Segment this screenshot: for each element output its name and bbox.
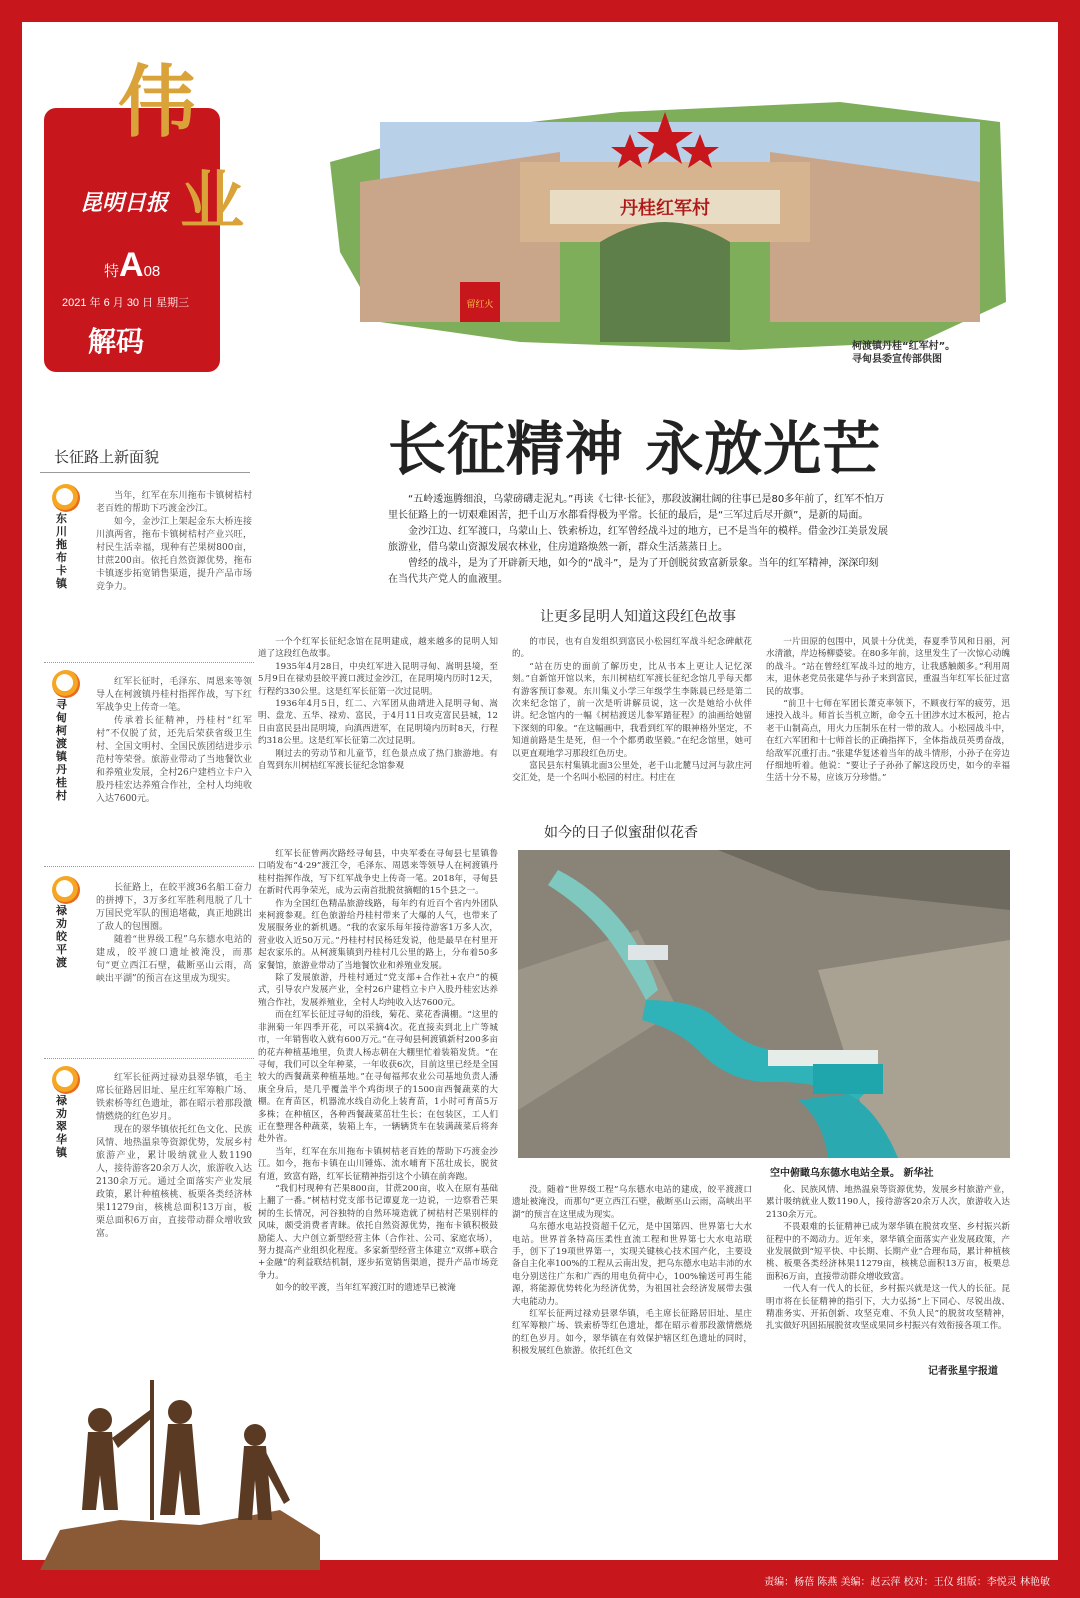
- sidebar-item-dongchuan: [44, 484, 254, 664]
- article-column: 一个个红军长征纪念馆在昆明建成，越来越多的昆明人知道了这段红色故事。 1935年4月28日，中央红军进入昆明寻甸、嵩明县境，至5月9日在禄劝县皎平渡口渡过金沙江，在昆明境内历时12天，行程约330公里。这是红军长征第一次过昆明。 1936年4月5日，红二、六军团从曲靖进入昆明寻甸、嵩明、盘龙、五华、禄劝、富民，于4月11日攻克富民县城，12日由富民县出昆明境，向滇西进军，在昆明境内历时8天，行程约318公里。这是红军长征第二次过昆明。 刚过去的劳动节和儿童节，红色景点成了热门旅游地。有自驾到东川树桔红军渡长征纪念馆参观: [258, 637, 498, 772]
- location-pin-icon: [52, 876, 80, 904]
- sidebar-item-text: 红军长征时，毛泽东、周恩来等领导人在柯渡镇丹桂村指挥作战，写下红军战争史上传奇一笔。 传承着长征精神，丹桂村“红军村”不仅脱了贫，还先后荣获省级卫生村、全国文明村、全国民族团结进步示范村等荣誉。旅游业带动了当地餐饮业和养殖业发展，全村26户建档立卡户入股丹桂宏达养殖合作社，全村人均纯收入达7600元。: [96, 677, 252, 804]
- location-pin-icon: [52, 484, 80, 512]
- article-column: 没。随着“世界级工程”乌东德水电站的建成，皎平渡渡口遗址被淹没，而那句“更立西江石壁，截断巫山云雨，高峡出平湖”的预言在这里成为现实。 乌东德水电站投资超千亿元，是中国第四、世界第七大水电站。世界首条特高压柔性直流工程和世界第七大水电站联手，创下了19项世界第一，实现关键核心技术国产化，主要设备自主化率100%的工程从云南出发，把乌东德水电站丰沛的水电分别送往广东和广西的用电负荷中心，100%输送可再生能源，将能源优势转化为经济优势，为祖国社会经济发展带去强大电能动力。 红军长征两过禄劝县翠华镇，毛主席长征路居旧址、星庄红军筹粮广场、铁索桥等红色遗址，都在昭示着那段激情燃烧的红色岁月。如今，翠华镇在有效保护辖区红色遗址的同时，积极发展红色旅游。依托红色文: [512, 1185, 752, 1357]
- location-pin-icon: [52, 1066, 80, 1094]
- divider: [44, 866, 254, 867]
- sidebar-item-cuihua: [44, 1066, 254, 1316]
- sidebar-item-label: 禄劝皎平渡: [56, 904, 67, 969]
- red-army-village-gate-photo: [320, 92, 1010, 354]
- article-column: 化、民族风情、地热温泉等资源优势，发展乡村旅游产业，累计吸纳就业人数1190人，接待游客20余万人次，旅游收入达2130余万元。 不畏艰难的长征精神已成为翠华镇在脱贫攻坚、乡村振兴新征程中的不竭动力。近年来，翠华镇全面落实产业发展政策，产业发展做到“短平快、中长期、长期产业”合理布局，累计种植核桃、板栗各类经济林果11279亩，核桃总面积13万亩，板栗总面积6万亩，直接带动群众增收致富。 一代人有一代人的长征，乡村振兴就是这一代人的长征。昆明市将在长征精神的指引下，大力弘扬“上下同心、尽锐出战、精准务实、开拓创新、攻坚克难、不负人民”的脱贫攻坚精神，扎实做好巩固拓展脱贫攻坚成果同乡村振兴有效衔接各项工作。: [766, 1185, 1010, 1332]
- frame-left: [0, 0, 22, 1598]
- article-column: 一片田原的包围中，风景十分优美，春夏季节风和日丽，河水清澈，岸边杨柳婆娑。在80多年前，这里发生了一次惊心动魄的战斗。“站在曾经红军战斗过的地方，让我感触颇多。”利用周末，退休老党员张建华与孙子来到富民，重温当年红军长征过富民的故事。 “前卫十七师在军团长萧克率领下，不顾夜行军的疲劳，迅速投入战斗。师首长当机立断，命令五十团涉水过木板河，抢占老干山制高点，用火力压制乐在村一带的敌人。小松园战斗中，在红六军团和十七师首长的正确指挥下，全体指战员英勇奋战，给敌军沉重打击。”张建华复述着当年的战斗情形，小孙子在旁边仔细地听着。他说：“要让子子孙孙了解这段历史，如今的幸福生活十分不易，应该万分珍惜。”: [766, 637, 1010, 784]
- sidebar-item-label: 寻甸柯渡镇丹桂村: [56, 698, 67, 802]
- masthead-calligraphy-2: 业: [180, 164, 244, 239]
- sidebar-item-jiaopingdu: [44, 876, 254, 1056]
- paper-name: 昆明日报: [80, 190, 169, 216]
- sidebar-item-label: 禄劝翠华镇: [56, 1094, 67, 1159]
- sidebar-item-text: 红军长征两过禄劝县翠华镇，毛主席长征路居旧址、星庄红军筹粮广场、铁索桥等红色遗址，都在昭示着那段激情燃烧的红色岁月。 现在的翠华镇依托红色文化、民族风情、地热温泉等资源优势，发展乡村旅游产业，累计吸纳就业人数1190人，接待游客20余万人次，旅游收入达2130余万元。通过全面落实产业发展政策，累计种植核桃、板栗各类经济林果11279亩，核桃总面积13万亩，板栗总面积6万亩，直接带动群众增收致富。: [96, 1073, 252, 1239]
- footer-credits: 责编：杨蓓 陈燕 美编：赵云萍 校对：王仪 组版：李悦灵 林艳敏: [764, 1577, 1050, 1588]
- issue-number: 特A08: [104, 246, 161, 284]
- frame-top: [0, 0, 1080, 22]
- dam-photo-caption: 空中俯瞰乌东德水电站全景。 新华社: [770, 1168, 934, 1179]
- top-photo-caption: 柯渡镇丹桂“红军村”。 寻甸县委宣传部供图: [852, 341, 956, 365]
- section-name: 解码: [88, 325, 145, 358]
- wudongde-dam-aerial-photo: [518, 850, 1010, 1158]
- sidebar-title: 长征路上新面貌: [54, 448, 160, 466]
- divider: [44, 662, 254, 663]
- sidebar-item-text: 长征路上，在皎平渡36名船工奋力的拼搏下，3万多红军胜利甩脱了几十万国民党军队的围追堵截，真正地跳出了敌人的包围圈。 随着“世界级工程”乌东德水电站的建成，皎平渡口遗址被淹没，而那句“更立西江石壁，截断巫山云雨，高峡出平湖”的预言在这里成为现实。: [96, 883, 252, 984]
- location-pin-icon: [52, 670, 80, 698]
- sidebar-item-kedu: [44, 670, 254, 870]
- frame-right: [1058, 0, 1080, 1598]
- article-column: 的市民，也有自发组织到富民小松园红军战斗纪念碑献花的。 “站在历史的面前了解历史，比从书本上更让人记忆深刻。”自新馆开馆以来，东川树桔红军渡长征纪念馆几乎每天都有游客预订参观。东川集义小学三年级学生李陈晨已经是第二次来纪念馆了，前一次是听讲解员说，这一次是她给小伙伴讲。纪念馆内的一幅《树桔渡送儿参军踏征程》的油画给她留下深刻的印象。“在这幅画中，我看到红军的眼神格外坚定，不知道前路是生是死，但一个个都勇敢坚毅。”在纪念馆里，她可以更直观地学习那段红色历史。 富民县东村集镇北面3公里处，老千山北麓马过河与款庄河交汇处，是一个名叫小松园的村庄。村庄在: [512, 637, 752, 784]
- byline: 记者张星宇报道: [928, 1366, 998, 1377]
- gate-sign-text: 丹桂红军村: [620, 198, 710, 219]
- red-army-bronze-statue: [40, 1360, 320, 1570]
- divider: [40, 472, 250, 473]
- subhead-section-2: 如今的日子似蜜甜似花香: [544, 825, 698, 841]
- sidebar-item-label: 东川拖布卡镇: [56, 512, 67, 590]
- issue-date: 2021 年 6 月 30 日 星期三: [62, 297, 190, 309]
- page-headline: 长征精神 永放光芒: [388, 415, 882, 483]
- side-sign-text: 留红火: [466, 300, 494, 310]
- article-column: 红军长征曾两次路经寻甸县，中央军委在寻甸县七星镇鲁口哨发布“4·29”渡江令，毛泽东、周恩来等领导人在柯渡镇丹桂村指挥作战，写下红军战争史上传奇一笔。2018年，寻甸县在新时代再争荣光，成为云南首批脱贫摘帽的15个县之一。 作为全国红色精品旅游线路，每年约有近百个省内外团队来柯渡参观。红色旅游给丹桂村带来了大爆的人气，也带来了发展服务业的新机遇。“我的农家乐每年接待游客1万多人次，营业收入近50万元。”丹桂村村民杨廷发说，他是最早在村里开起农家乐的。从柯渡集镇到丹桂村几公里的路上，分布着50多家餐馆，旅游业带动了当地餐饮业和养殖业发展。 除了发展旅游，丹桂村通过“党支部+合作社+农户”的模式，引导农户发展产业，全村26户建档立卡户入股丹桂宏达养殖合作社，发展养殖业，全村人均纯收入达7600元。 而在红军长征过寻甸的沿线，菊花、菜花香满棚。“这里的非洲菊一年四季开花，可以采摘4次。花直接卖到北上广等城市，一年销售收入就有600万元。”在寻甸县柯渡镇新村200多亩的花卉种植基地里，负责人杨志朝在大棚里忙着装箱发货。“在寻甸，我们可以全年种菜，一年收获6次，目前这里已经是全国较大的西餐蔬菜种植基地。”在寻甸福邦农业公司基地负责人潘康全身后，是几乎覆盖半个鸡街坝子的1500亩西餐蔬菜的大棚。在育苗区，机器流水线自动化上装育苗，1小时可育苗5万多株；在种植区，各种西餐蔬菜茁壮生长；在包装区，工人们正在整理各种蔬菜，装箱上车，一辆辆货车在装满蔬菜后将奔赴外省。 当年，红军在东川拖布卡镇树桔老百姓的帮助下巧渡金沙江。如今，拖布卡镇在山川锤炼、流水哺育下茁壮成长，脱贫有道，致富有路，红军长征精神指引这个小镇在前奔跑。 “我们村现种有芒果800亩，甘蔗200亩，收入在原有基础上翻了一番。”树桔村党支部书记谭夏龙一边说，一边察看芒果树的生长情况，河谷独特的自然环境造就了树桔村芒果别样的风味，颇受消费者青睐。依托自然资源优势，拖布卡镇积极鼓励能人、大户创立新型经营主体（合作社、公司、家庭农场），努力提高产业组织化程度。多家新型经营主体建立“双绑+联合+金融”的利益联结机制，逐步拓宽销售渠道，提升产品市场竞争力。 如今的皎平渡，当年红军渡江时的遗迹早已被淹: [258, 849, 498, 1294]
- masthead-calligraphy-1: 伟: [118, 57, 197, 148]
- divider: [44, 1058, 254, 1059]
- sidebar-item-text: 当年，红军在东川拖布卡镇树桔村老百姓的帮助下巧渡金沙江。 如今，金沙江上架起金东大桥连接川滇两省，拖布卡镇树桔村产业兴旺，村民生活幸福，现种有芒果树800亩，甘蔗200亩。依托自然资源优势，拖布卡镇逐步拓宽销售渠道，提升产品市场竞争力。: [96, 491, 252, 592]
- lead-paragraphs: “五岭逶迤腾细浪，乌蒙磅礴走泥丸。”再读《七律·长征》，那段波澜壮阔的往事已是80多年前了，红军不怕万里长征路上的一切艰难困苦，把千山万水都看得极为平常。长征的最后，是“三军过后尽开颜”，是新的局面。 金沙江边、红军渡口，乌蒙山上、铁索桥边，红军曾经战斗过的地方，已不是当年的模样。借金沙江美景发展旅游业，借乌蒙山资源发展农林业，住房道路焕然一新，群众生活蒸蒸日上。 曾经的战斗，是为了开辟新天地，如今的“战斗”，是为了开创脱贫致富新景象。当年的红军精神，深深印刻在当代共产党人的血液里。: [388, 494, 888, 585]
- subhead-section-1: 让更多昆明人知道这段红色故事: [540, 609, 736, 625]
